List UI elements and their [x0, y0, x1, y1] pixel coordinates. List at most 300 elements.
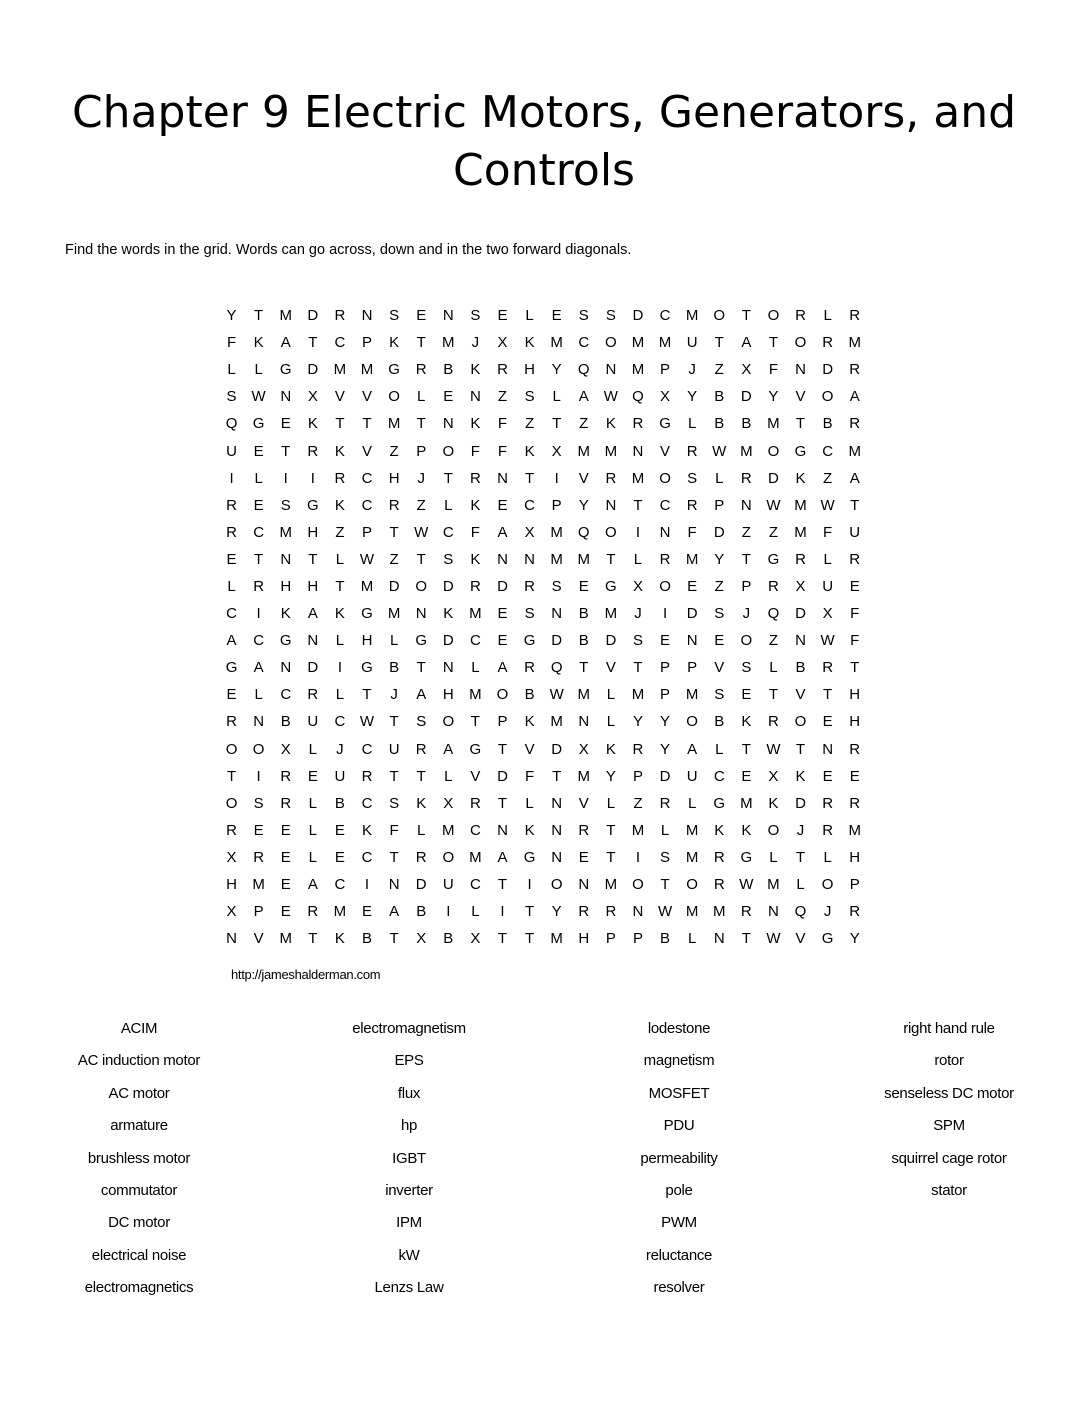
- grid-letter[interactable]: E: [660, 632, 671, 650]
- grid-letter[interactable]: K: [795, 469, 806, 487]
- grid-letter[interactable]: I: [337, 659, 342, 677]
- grid-letter[interactable]: E: [362, 903, 373, 921]
- grid-letter[interactable]: U: [686, 767, 698, 785]
- grid-letter[interactable]: I: [446, 903, 451, 921]
- grid-letter[interactable]: E: [497, 496, 508, 514]
- grid-letter[interactable]: N: [497, 821, 508, 839]
- grid-letter[interactable]: O: [605, 334, 617, 352]
- grid-letter[interactable]: F: [389, 821, 399, 839]
- grid-letter[interactable]: X: [768, 767, 779, 785]
- grid-letter[interactable]: H: [442, 686, 454, 704]
- grid-letter[interactable]: F: [226, 334, 237, 352]
- grid-letter[interactable]: I: [256, 605, 261, 623]
- grid-letter[interactable]: T: [308, 550, 318, 568]
- grid-letter[interactable]: W: [359, 550, 375, 568]
- grid-letter[interactable]: R: [849, 794, 861, 812]
- grid-letter[interactable]: N: [605, 361, 617, 379]
- grid-letter[interactable]: Y: [849, 930, 860, 948]
- grid-letter[interactable]: T: [714, 334, 724, 352]
- grid-letter[interactable]: L: [769, 659, 778, 677]
- grid-letter[interactable]: N: [740, 496, 752, 514]
- grid-letter[interactable]: N: [578, 713, 590, 731]
- grid-letter[interactable]: E: [497, 632, 508, 650]
- grid-letter[interactable]: O: [442, 713, 455, 731]
- grid-letter[interactable]: T: [606, 848, 616, 866]
- grid-letter[interactable]: K: [470, 361, 481, 379]
- grid-letter[interactable]: F: [497, 442, 508, 460]
- grid-letter[interactable]: T: [768, 334, 778, 352]
- grid-letter[interactable]: K: [741, 713, 752, 731]
- grid-letter[interactable]: M: [767, 415, 780, 433]
- grid-letter[interactable]: S: [280, 496, 291, 514]
- grid-letter[interactable]: D: [822, 361, 834, 379]
- grid-letter[interactable]: E: [578, 848, 589, 866]
- grid-letter[interactable]: A: [416, 686, 427, 704]
- grid-letter[interactable]: L: [823, 307, 832, 325]
- grid-letter[interactable]: N: [795, 632, 806, 650]
- grid-letter[interactable]: E: [280, 903, 291, 921]
- grid-letter[interactable]: S: [253, 794, 264, 812]
- grid-letter[interactable]: M: [658, 334, 672, 352]
- grid-letter[interactable]: T: [335, 415, 345, 433]
- grid-letter[interactable]: S: [389, 794, 400, 812]
- grid-letter[interactable]: G: [794, 442, 807, 460]
- grid-letter[interactable]: M: [577, 686, 591, 704]
- grid-letter[interactable]: S: [632, 632, 643, 650]
- grid-letter[interactable]: N: [768, 903, 779, 921]
- grid-letter[interactable]: Q: [794, 903, 807, 921]
- grid-letter[interactable]: Q: [225, 415, 238, 433]
- grid-letter[interactable]: T: [389, 848, 399, 866]
- grid-letter[interactable]: W: [712, 442, 727, 460]
- grid-letter[interactable]: E: [226, 686, 237, 704]
- grid-letter[interactable]: M: [685, 903, 699, 921]
- grid-letter[interactable]: S: [741, 659, 752, 677]
- grid-letter[interactable]: L: [335, 632, 345, 650]
- grid-letter[interactable]: C: [226, 605, 237, 623]
- grid-letter[interactable]: U: [442, 876, 454, 894]
- grid-letter[interactable]: G: [388, 361, 400, 379]
- grid-letter[interactable]: I: [554, 469, 559, 487]
- grid-letter[interactable]: T: [226, 767, 237, 785]
- grid-letter[interactable]: K: [280, 605, 291, 623]
- grid-letter[interactable]: F: [850, 605, 860, 623]
- grid-letter[interactable]: A: [578, 388, 589, 406]
- grid-letter[interactable]: B: [795, 659, 806, 677]
- grid-letter[interactable]: A: [497, 848, 508, 866]
- grid-letter[interactable]: K: [741, 821, 752, 839]
- grid-letter[interactable]: V: [578, 794, 589, 812]
- grid-letter[interactable]: V: [524, 740, 535, 758]
- grid-letter[interactable]: B: [822, 415, 833, 433]
- grid-letter[interactable]: R: [632, 740, 644, 758]
- grid-letter[interactable]: M: [685, 848, 699, 866]
- grid-letter[interactable]: T: [823, 686, 833, 704]
- grid-letter[interactable]: O: [686, 713, 698, 731]
- grid-letter[interactable]: S: [416, 713, 427, 731]
- grid-letter[interactable]: L: [417, 388, 426, 406]
- grid-letter[interactable]: O: [767, 442, 780, 460]
- grid-letter[interactable]: I: [229, 469, 234, 487]
- grid-letter[interactable]: D: [307, 307, 319, 325]
- grid-letter[interactable]: K: [416, 794, 427, 812]
- grid-letter[interactable]: M: [469, 686, 482, 704]
- grid-letter[interactable]: K: [470, 496, 481, 514]
- grid-letter[interactable]: B: [660, 930, 671, 948]
- grid-letter[interactable]: A: [687, 740, 698, 758]
- grid-letter[interactable]: S: [470, 307, 481, 325]
- grid-letter[interactable]: Z: [579, 415, 589, 433]
- grid-letter[interactable]: E: [280, 821, 291, 839]
- grid-letter[interactable]: T: [850, 659, 860, 677]
- grid-letter[interactable]: M: [442, 821, 455, 839]
- grid-letter[interactable]: W: [603, 388, 618, 406]
- grid-letter[interactable]: R: [686, 442, 698, 460]
- grid-letter[interactable]: I: [635, 523, 641, 541]
- grid-letter[interactable]: Q: [577, 361, 590, 379]
- grid-letter[interactable]: R: [388, 496, 400, 514]
- grid-letter[interactable]: C: [659, 307, 671, 325]
- grid-letter[interactable]: M: [577, 550, 591, 568]
- grid-letter[interactable]: C: [253, 523, 265, 541]
- grid-letter[interactable]: G: [415, 632, 428, 650]
- grid-letter[interactable]: H: [226, 876, 237, 894]
- grid-letter[interactable]: X: [524, 523, 535, 541]
- grid-letter[interactable]: M: [604, 876, 618, 894]
- grid-letter[interactable]: N: [659, 523, 671, 541]
- grid-letter[interactable]: L: [606, 686, 616, 704]
- grid-letter[interactable]: V: [795, 388, 806, 406]
- grid-letter[interactable]: M: [631, 821, 645, 839]
- grid-letter[interactable]: S: [389, 307, 400, 325]
- grid-letter[interactable]: Z: [416, 496, 426, 514]
- grid-letter[interactable]: L: [254, 361, 263, 379]
- grid-letter[interactable]: R: [497, 361, 508, 379]
- grid-letter[interactable]: L: [525, 307, 534, 325]
- grid-letter[interactable]: R: [361, 767, 373, 785]
- grid-letter[interactable]: T: [308, 930, 318, 948]
- grid-letter[interactable]: X: [497, 334, 508, 352]
- grid-letter[interactable]: O: [442, 442, 455, 460]
- grid-letter[interactable]: D: [713, 523, 725, 541]
- grid-letter[interactable]: L: [823, 550, 832, 568]
- grid-letter[interactable]: B: [524, 686, 535, 704]
- grid-letter[interactable]: C: [524, 496, 535, 514]
- grid-letter[interactable]: M: [685, 550, 699, 568]
- grid-letter[interactable]: M: [848, 442, 861, 460]
- grid-letter[interactable]: K: [307, 415, 318, 433]
- grid-letter[interactable]: M: [387, 415, 401, 433]
- grid-letter[interactable]: N: [415, 605, 427, 623]
- grid-letter[interactable]: A: [497, 523, 508, 541]
- grid-letter[interactable]: X: [307, 388, 318, 406]
- grid-letter[interactable]: W: [820, 496, 835, 514]
- grid-letter[interactable]: B: [280, 713, 291, 731]
- grid-letter[interactable]: E: [578, 577, 589, 595]
- grid-letter[interactable]: G: [361, 659, 373, 677]
- grid-letter[interactable]: A: [253, 659, 264, 677]
- grid-letter[interactable]: M: [469, 605, 482, 623]
- grid-letter[interactable]: R: [605, 903, 617, 921]
- grid-letter[interactable]: C: [442, 523, 454, 541]
- grid-letter[interactable]: R: [768, 713, 779, 731]
- grid-letter[interactable]: G: [767, 550, 780, 568]
- grid-letter[interactable]: R: [307, 442, 319, 460]
- grid-letter[interactable]: C: [578, 334, 590, 352]
- grid-letter[interactable]: G: [821, 930, 834, 948]
- grid-letter[interactable]: P: [632, 930, 643, 948]
- grid-letter[interactable]: F: [687, 523, 697, 541]
- grid-letter[interactable]: H: [849, 713, 861, 731]
- grid-letter[interactable]: E: [334, 848, 345, 866]
- grid-letter[interactable]: L: [254, 469, 263, 487]
- grid-letter[interactable]: S: [524, 605, 535, 623]
- grid-letter[interactable]: Y: [660, 740, 671, 758]
- grid-letter[interactable]: L: [715, 469, 724, 487]
- grid-letter[interactable]: T: [524, 469, 535, 487]
- grid-letter[interactable]: G: [605, 577, 617, 595]
- grid-letter[interactable]: J: [336, 740, 344, 758]
- grid-letter[interactable]: M: [577, 442, 591, 460]
- grid-letter[interactable]: S: [226, 388, 237, 406]
- grid-letter[interactable]: G: [713, 794, 726, 812]
- grid-letter[interactable]: Z: [714, 577, 724, 595]
- grid-letter[interactable]: E: [253, 496, 264, 514]
- grid-letter[interactable]: J: [796, 821, 805, 839]
- grid-letter[interactable]: M: [631, 469, 645, 487]
- grid-letter[interactable]: K: [389, 334, 400, 352]
- grid-letter[interactable]: H: [307, 577, 319, 595]
- grid-letter[interactable]: Y: [660, 713, 671, 731]
- grid-letter[interactable]: L: [335, 686, 345, 704]
- grid-letter[interactable]: K: [334, 605, 345, 623]
- grid-letter[interactable]: D: [388, 577, 400, 595]
- grid-letter[interactable]: N: [686, 632, 698, 650]
- grid-letter[interactable]: T: [795, 740, 806, 758]
- grid-letter[interactable]: T: [497, 876, 508, 894]
- grid-letter[interactable]: R: [578, 903, 590, 921]
- grid-letter[interactable]: R: [469, 469, 481, 487]
- grid-letter[interactable]: M: [848, 821, 861, 839]
- grid-letter[interactable]: O: [740, 632, 753, 650]
- grid-letter[interactable]: T: [633, 496, 643, 514]
- grid-letter[interactable]: Q: [550, 659, 563, 677]
- grid-letter[interactable]: E: [307, 767, 318, 785]
- grid-letter[interactable]: E: [822, 767, 833, 785]
- grid-letter[interactable]: C: [361, 469, 373, 487]
- grid-letter[interactable]: T: [443, 469, 453, 487]
- grid-letter[interactable]: S: [578, 307, 589, 325]
- grid-letter[interactable]: A: [307, 605, 318, 623]
- grid-letter[interactable]: Z: [768, 632, 778, 650]
- grid-letter[interactable]: X: [226, 903, 237, 921]
- grid-letter[interactable]: A: [280, 334, 291, 352]
- grid-letter[interactable]: W: [359, 713, 375, 731]
- grid-letter[interactable]: D: [307, 361, 319, 379]
- grid-letter[interactable]: E: [280, 876, 291, 894]
- grid-letter[interactable]: R: [713, 876, 725, 894]
- grid-letter[interactable]: R: [253, 848, 265, 866]
- grid-letter[interactable]: G: [523, 848, 536, 866]
- grid-letter[interactable]: T: [362, 415, 372, 433]
- grid-letter[interactable]: N: [822, 740, 834, 758]
- grid-letter[interactable]: M: [333, 903, 347, 921]
- grid-letter[interactable]: R: [822, 794, 834, 812]
- grid-letter[interactable]: L: [660, 821, 670, 839]
- grid-letter[interactable]: O: [496, 686, 509, 704]
- grid-letter[interactable]: R: [849, 361, 861, 379]
- grid-letter[interactable]: V: [334, 388, 345, 406]
- grid-letter[interactable]: L: [769, 848, 778, 866]
- grid-letter[interactable]: L: [552, 388, 561, 406]
- grid-letter[interactable]: H: [280, 577, 292, 595]
- grid-letter[interactable]: A: [497, 659, 508, 677]
- grid-letter[interactable]: R: [849, 903, 861, 921]
- grid-letter[interactable]: D: [686, 605, 698, 623]
- grid-letter[interactable]: T: [362, 686, 372, 704]
- grid-letter[interactable]: M: [279, 523, 292, 541]
- grid-letter[interactable]: E: [497, 605, 508, 623]
- grid-letter[interactable]: Y: [551, 903, 562, 921]
- grid-letter[interactable]: R: [415, 848, 427, 866]
- grid-letter[interactable]: R: [822, 821, 834, 839]
- grid-letter[interactable]: R: [226, 496, 237, 514]
- grid-letter[interactable]: O: [794, 713, 807, 731]
- grid-letter[interactable]: N: [632, 903, 644, 921]
- grid-letter[interactable]: H: [849, 686, 861, 704]
- grid-letter[interactable]: X: [578, 740, 589, 758]
- grid-letter[interactable]: T: [741, 550, 751, 568]
- grid-letter[interactable]: L: [308, 794, 317, 812]
- grid-letter[interactable]: W: [251, 388, 266, 406]
- grid-letter[interactable]: Y: [768, 388, 779, 406]
- grid-letter[interactable]: K: [362, 821, 373, 839]
- grid-letter[interactable]: M: [442, 334, 455, 352]
- grid-letter[interactable]: X: [660, 388, 671, 406]
- grid-letter[interactable]: N: [307, 632, 319, 650]
- grid-letter[interactable]: R: [307, 686, 319, 704]
- grid-letter[interactable]: K: [334, 442, 345, 460]
- grid-letter[interactable]: E: [687, 577, 698, 595]
- grid-letter[interactable]: E: [416, 307, 427, 325]
- grid-letter[interactable]: D: [442, 577, 454, 595]
- grid-letter[interactable]: P: [660, 686, 671, 704]
- grid-letter[interactable]: G: [225, 659, 238, 677]
- grid-letter[interactable]: N: [524, 550, 535, 568]
- grid-letter[interactable]: K: [605, 740, 616, 758]
- grid-letter[interactable]: H: [307, 523, 319, 541]
- grid-letter[interactable]: L: [308, 740, 317, 758]
- grid-letter[interactable]: S: [714, 686, 725, 704]
- grid-letter[interactable]: I: [500, 903, 505, 921]
- grid-letter[interactable]: R: [578, 821, 590, 839]
- grid-letter[interactable]: M: [604, 442, 618, 460]
- grid-letter[interactable]: I: [283, 469, 288, 487]
- grid-letter[interactable]: I: [635, 848, 641, 866]
- grid-letter[interactable]: M: [387, 605, 401, 623]
- grid-letter[interactable]: Y: [687, 388, 698, 406]
- grid-letter[interactable]: F: [470, 442, 480, 460]
- grid-letter[interactable]: R: [849, 740, 861, 758]
- grid-letter[interactable]: T: [389, 713, 399, 731]
- grid-letter[interactable]: D: [605, 632, 617, 650]
- grid-letter[interactable]: R: [334, 469, 346, 487]
- grid-letter[interactable]: N: [361, 307, 373, 325]
- grid-letter[interactable]: N: [551, 794, 563, 812]
- grid-letter[interactable]: C: [469, 821, 481, 839]
- grid-letter[interactable]: T: [416, 767, 426, 785]
- grid-letter[interactable]: V: [795, 930, 806, 948]
- grid-letter[interactable]: R: [253, 577, 265, 595]
- grid-letter[interactable]: K: [795, 767, 806, 785]
- grid-letter[interactable]: C: [280, 686, 292, 704]
- grid-letter[interactable]: T: [416, 550, 426, 568]
- grid-letter[interactable]: T: [497, 740, 508, 758]
- grid-letter[interactable]: L: [525, 794, 534, 812]
- grid-letter[interactable]: L: [823, 848, 832, 866]
- grid-letter[interactable]: W: [414, 523, 429, 541]
- grid-letter[interactable]: V: [660, 442, 671, 460]
- grid-letter[interactable]: I: [310, 469, 315, 487]
- grid-letter[interactable]: T: [335, 577, 345, 595]
- grid-letter[interactable]: F: [497, 415, 508, 433]
- grid-letter[interactable]: V: [605, 659, 616, 677]
- grid-letter[interactable]: Q: [577, 523, 590, 541]
- grid-letter[interactable]: I: [527, 876, 532, 894]
- grid-letter[interactable]: R: [469, 577, 481, 595]
- grid-letter[interactable]: Z: [389, 550, 399, 568]
- grid-letter[interactable]: N: [253, 713, 265, 731]
- grid-letter[interactable]: J: [823, 903, 832, 921]
- grid-letter[interactable]: M: [550, 930, 563, 948]
- grid-letter[interactable]: G: [740, 848, 753, 866]
- grid-letter[interactable]: K: [524, 334, 535, 352]
- grid-letter[interactable]: T: [606, 821, 616, 839]
- grid-letter[interactable]: G: [306, 496, 319, 514]
- grid-letter[interactable]: B: [741, 415, 752, 433]
- grid-letter[interactable]: W: [549, 686, 564, 704]
- grid-letter[interactable]: T: [795, 848, 806, 866]
- grid-letter[interactable]: L: [687, 415, 697, 433]
- grid-letter[interactable]: G: [523, 632, 536, 650]
- grid-letter[interactable]: S: [660, 848, 671, 866]
- grid-letter[interactable]: N: [442, 307, 454, 325]
- grid-letter[interactable]: Z: [714, 361, 724, 379]
- grid-letter[interactable]: K: [470, 550, 481, 568]
- grid-letter[interactable]: T: [389, 767, 399, 785]
- grid-letter[interactable]: Y: [605, 767, 616, 785]
- grid-letter[interactable]: D: [795, 794, 806, 812]
- grid-letter[interactable]: L: [471, 659, 480, 677]
- grid-letter[interactable]: O: [659, 577, 671, 595]
- grid-letter[interactable]: Z: [335, 523, 345, 541]
- grid-letter[interactable]: R: [469, 794, 481, 812]
- grid-letter[interactable]: Y: [551, 361, 562, 379]
- grid-letter[interactable]: D: [415, 876, 427, 894]
- grid-letter[interactable]: I: [256, 767, 261, 785]
- grid-letter[interactable]: T: [795, 415, 806, 433]
- grid-letter[interactable]: C: [361, 794, 373, 812]
- grid-letter[interactable]: A: [741, 334, 752, 352]
- grid-letter[interactable]: R: [686, 496, 698, 514]
- grid-letter[interactable]: C: [361, 740, 373, 758]
- grid-letter[interactable]: T: [254, 307, 264, 325]
- grid-letter[interactable]: E: [334, 821, 345, 839]
- grid-letter[interactable]: C: [659, 496, 671, 514]
- grid-letter[interactable]: A: [226, 632, 237, 650]
- grid-letter[interactable]: H: [524, 361, 535, 379]
- grid-letter[interactable]: E: [714, 632, 725, 650]
